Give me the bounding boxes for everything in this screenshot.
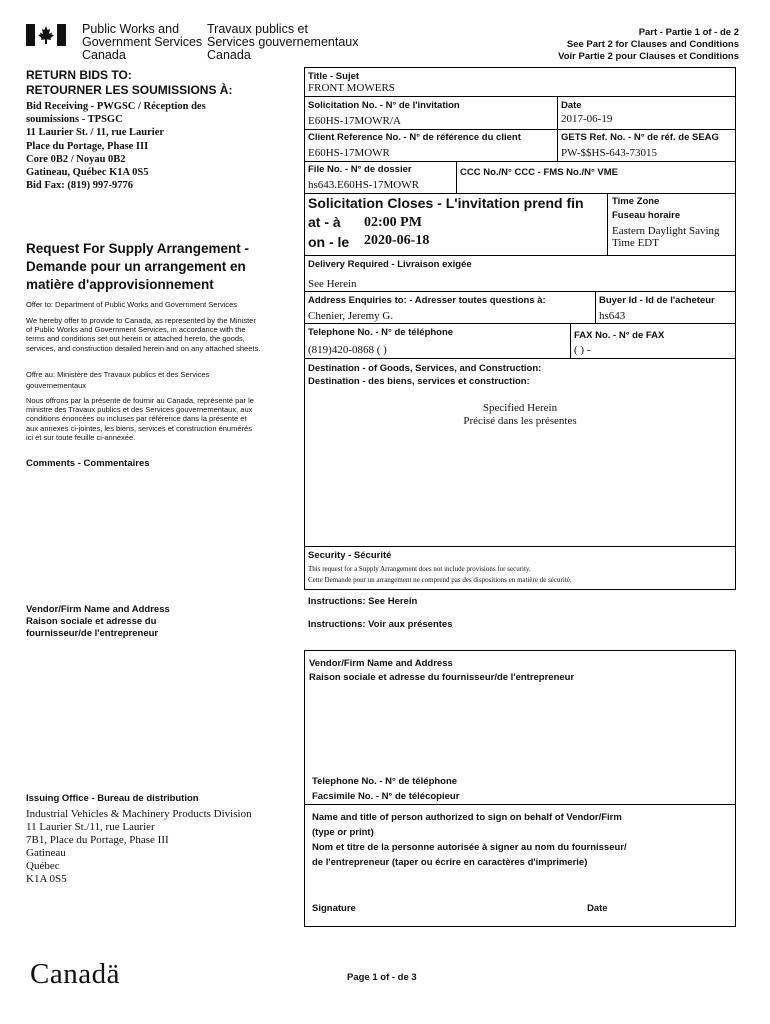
title-value: FRONT MOWERS bbox=[308, 82, 395, 94]
government-flag-logo bbox=[26, 24, 66, 46]
signature-date-label: Date bbox=[587, 903, 608, 914]
time-zone-value: Eastern Daylight Saving Time EDT bbox=[612, 225, 720, 249]
solicitation-number-value: E60HS-17MOWR/A bbox=[308, 115, 401, 127]
client-reference-value: E60HS-17MOWR bbox=[308, 147, 390, 159]
return-bids-address: Bid Receiving - PWGSC / Réception des soumissions - TPSGC 11 Laurier St. / 11, rue Laurier Place du Portage, Phase III Core 0B2 / Noyau 0B2 Gatineau, Québec K1A 0S5 Bid Fax: (819) 997-9776 bbox=[26, 101, 206, 192]
closing-time-value: 02:00 PM bbox=[364, 215, 422, 230]
issuing-office-address: Industrial Vehicles & Machinery Products Division 11 Laurier St./11, rue Laurier 7B1, Place du Portage, Phase III Gatineau Québec K1A 0S5 bbox=[26, 808, 252, 885]
authorized-name-label: Name and title of person authorized to sign on behalf of Vendor/Firm (type or print) Nom et titre de la personne autorisée à signer au nom du fournisseur/ de l'entrepreneur (taper ou écrire en caractères d'imprimerie) bbox=[312, 812, 627, 868]
telephone-label: Telephone No. - N° de téléphone bbox=[308, 327, 454, 338]
solicitation-number-label: Solicitation No. - N° de l'invitation bbox=[308, 100, 460, 111]
destination-label: Destination - of Goods, Services, and Construction: Destination - des biens, services et construction: bbox=[308, 363, 542, 387]
buyer-id-value: hs643 bbox=[599, 310, 626, 322]
destination-value: Specified Herein Précisé dans les présentes bbox=[463, 402, 577, 427]
delivery-required-value: See Herein bbox=[308, 278, 357, 290]
buyer-id-label: Buyer Id - Id de l'acheteur bbox=[599, 295, 715, 306]
security-label: Security - Sécurité bbox=[308, 550, 392, 561]
part-indicator: Part - Partie 1 of - de 2 See Part 2 for Clauses and Conditions Voir Partie 2 pour Clauses et Conditions bbox=[558, 27, 739, 62]
offer-to-text: Offer to: Department of Public Works and Government Services bbox=[26, 300, 238, 309]
address-enquiries-value: Chenier, Jeremy G. bbox=[308, 310, 394, 322]
file-number-value: hs643.E60HS-17MOWR bbox=[308, 179, 419, 191]
ccc-number-label: CCC No./N° CCC - FMS No./N° VME bbox=[460, 167, 619, 178]
vendor-telephone-label: Telephone No. - N° de téléphone bbox=[312, 776, 458, 787]
vendor-left-label: Vendor/Firm Name and Address Raison sociale et adresse du fournisseur/de l'entrepreneur bbox=[26, 604, 170, 639]
address-enquiries-label: Address Enquiries to: - Adresser toutes questions à: bbox=[308, 295, 546, 306]
offer-fr-text: Nous offrons par la présente de fournir au Canada, représenté par le ministre des Travaux publics et des Services gouvernementaux, aux conditions énoncées ou incluses par référence dans la présente et aux annexes ci-jointes, les biens, services et construction énumérés ici et sur toute feuille ci-annexée. bbox=[26, 396, 254, 442]
date-label: Date bbox=[561, 100, 582, 111]
page-number: Page 1 of - de 3 bbox=[347, 972, 417, 983]
offre-au-text: Offre au: Ministère des Travaux publics et des Services gouvernementaux bbox=[26, 370, 210, 390]
closing-time-label: at - à bbox=[308, 214, 341, 230]
title-label: Title - Sujet bbox=[308, 71, 360, 82]
signature-label: Signature bbox=[312, 903, 356, 914]
fax-value: ( ) - bbox=[574, 344, 591, 356]
time-zone-label: Time Zone Fuseau horaire bbox=[612, 196, 681, 221]
delivery-required-label: Delivery Required - Livraison exigée bbox=[308, 259, 472, 270]
closing-date-value: 2020-06-18 bbox=[364, 233, 430, 248]
canada-wordmark: Canadä bbox=[30, 958, 120, 990]
issuing-office-label: Issuing Office - Bureau de distribution bbox=[26, 793, 199, 804]
department-name-fr: Travaux publics et Services gouvernementaux Canada bbox=[207, 22, 359, 62]
authorized-name-field[interactable] bbox=[309, 870, 729, 898]
vendor-name-address-field[interactable] bbox=[309, 688, 729, 772]
maple-leaf-icon bbox=[26, 24, 66, 46]
closing-date-label: on - le bbox=[308, 234, 350, 250]
date-value: 2017-06-19 bbox=[561, 113, 613, 125]
return-bids-title: RETURN BIDS TO: RETOURNER LES SOUMISSIONS À: bbox=[26, 68, 233, 97]
gets-reference-value: PW-$$HS-643-73015 bbox=[561, 147, 657, 159]
client-reference-label: Client Reference No. - N° de référence du client bbox=[308, 132, 521, 143]
solicitation-closes-label: Solicitation Closes - L'invitation prend fin bbox=[308, 195, 584, 211]
comments-label: Comments - Commentaires bbox=[26, 458, 150, 469]
gets-reference-label: GETS Ref. No. - N° de réf. de SEAG bbox=[561, 132, 719, 143]
department-name-en: Public Works and Government Services Canada bbox=[82, 22, 203, 62]
security-text: This request for a Supply Arrangement does not include provisions for security. Cette Demande pour un arrangement ne comprend pas des dispositions en matière de sécurité. bbox=[308, 565, 572, 584]
vendor-fax-label: Facsimile No. - N° de télécopieur bbox=[312, 791, 460, 802]
fax-label: FAX No. - N° de FAX bbox=[574, 330, 665, 341]
vendor-box-label: Vendor/Firm Name and Address Raison sociale et adresse du fournisseur/de l'entrepreneur bbox=[309, 658, 575, 683]
file-number-label: File No. - N° de dossier bbox=[308, 164, 412, 175]
telephone-value: (819)420-0868 ( ) bbox=[308, 344, 387, 356]
instructions-en: Instructions: See Herein bbox=[308, 596, 418, 607]
instructions-fr: Instructions: Voir aux présentes bbox=[308, 619, 453, 630]
offer-en-text: We hereby offer to provide to Canada, as represented by the Minister of Public Works and Government Services, in accordance with the terms and conditions set out herein or attached hereto, the goods, services, and construction detailed herein and on any attached sheets. bbox=[26, 316, 261, 353]
request-title: Request For Supply Arrangement - Demande pour un arrangement en matière d'approvisionnement bbox=[26, 241, 250, 292]
